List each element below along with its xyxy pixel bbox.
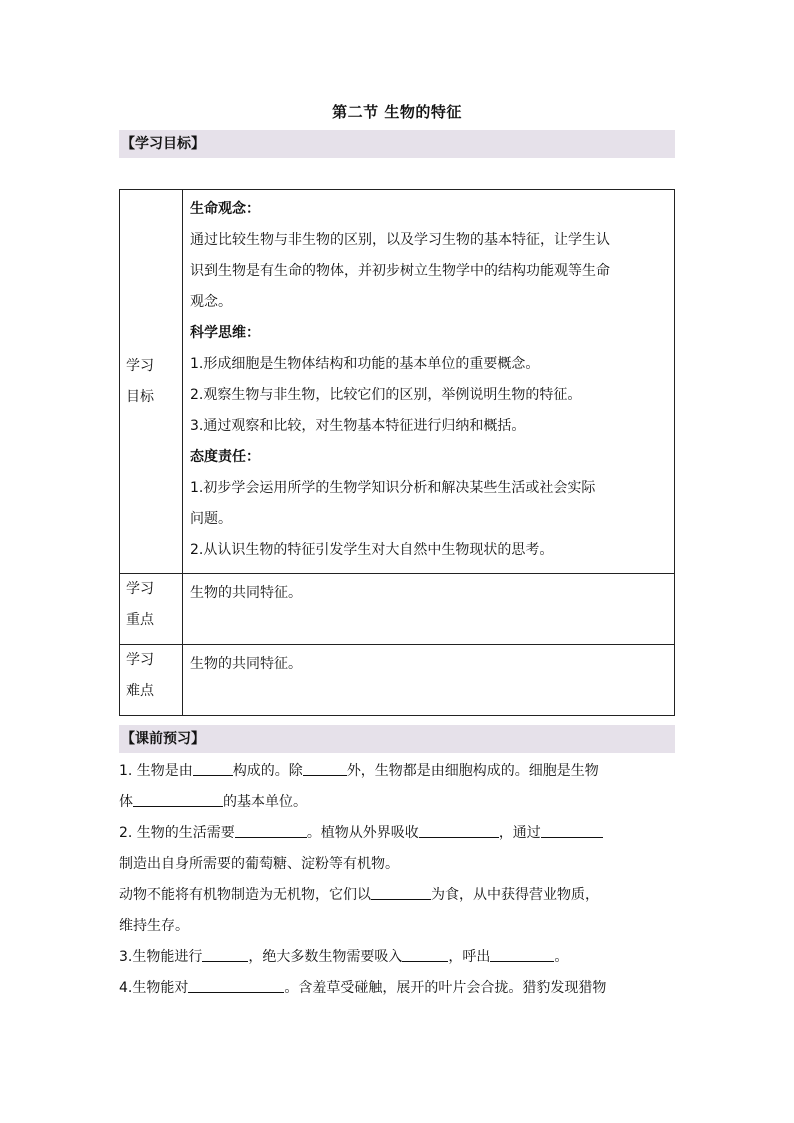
question-text: 。含羞草受碰触，展开的叶片会合拢。猎豹发现猎物 <box>284 980 607 996</box>
fill-blank[interactable] <box>490 947 554 962</box>
paragraph-line: 观念。 <box>190 294 232 310</box>
preview-questions <box>119 756 675 1004</box>
question-text: ，绝大多数生物需要吸入 <box>248 949 403 965</box>
question-line <box>119 942 675 973</box>
paragraph-line: 2.观察生物与非生物，比较它们的区别，举例说明生物的特征。 <box>190 387 582 403</box>
fill-blank[interactable] <box>202 947 248 962</box>
key-point-text: 生物的共同特征。 <box>190 585 302 601</box>
section-header-objectives: 【学习目标】 <box>119 130 675 158</box>
paragraph-line: 识到生物是有生命的物体，并初步树立生物学中的结构功能观等生命 <box>190 263 610 279</box>
row-label <box>120 645 183 716</box>
question-text: 动物不能将有机物制造为无机物，它们以 <box>119 887 371 903</box>
row-label-line: 学习 <box>126 581 154 597</box>
row-content <box>183 574 675 645</box>
question-text: 4.生物能对 <box>119 980 189 996</box>
row-label-line: 目标 <box>126 388 154 405</box>
question-text: 的基本单位。 <box>223 794 307 810</box>
question-text: 构成的。除 <box>232 763 303 779</box>
table-row <box>120 190 675 574</box>
question-text: 外，生物都是由细胞构成的。细胞是生物 <box>346 763 599 779</box>
question-text: 。植物从外界吸收 <box>306 825 419 841</box>
question-line: 制造出自身所需要的葡萄糖、淀粉等有机物。 <box>119 856 399 872</box>
row-content <box>183 190 675 574</box>
fill-blank[interactable] <box>371 885 431 900</box>
fill-blank[interactable] <box>188 978 284 993</box>
row-label-line: 学习 <box>126 652 154 668</box>
paragraph-line: 问题。 <box>190 511 232 527</box>
row-content <box>183 645 675 716</box>
question-line <box>119 818 675 849</box>
fill-blank[interactable] <box>541 823 603 838</box>
row-label <box>120 190 183 574</box>
section-header-preview: 【课前预习】 <box>119 725 675 753</box>
question-line <box>119 756 675 787</box>
fill-blank[interactable] <box>402 947 448 962</box>
page-title: 第二节 生物的特征 <box>332 103 462 121</box>
question-text: 。 <box>554 949 569 965</box>
question-text: 3.生物能进行 <box>119 949 203 965</box>
question-text: ，通过 <box>498 825 541 841</box>
question-line <box>119 880 675 911</box>
subheading-life-concept: 生命观念： <box>190 201 260 217</box>
question-text: ，呼出 <box>448 949 491 965</box>
subheading-attitude: 态度责任： <box>190 449 260 465</box>
fill-blank[interactable] <box>133 792 223 807</box>
question-line <box>119 973 675 1004</box>
row-label <box>120 574 183 645</box>
fill-blank[interactable] <box>419 823 499 838</box>
row-label-line: 重点 <box>126 612 154 628</box>
paragraph-line: 3.通过观察和比较，对生物基本特征进行归纳和概括。 <box>190 418 526 434</box>
fill-blank[interactable] <box>235 823 307 838</box>
row-label-line: 难点 <box>126 683 154 699</box>
question-line <box>119 787 675 818</box>
paragraph-line: 通过比较生物与非生物的区别，以及学习生物的基本特征，让学生认 <box>190 232 610 248</box>
question-text: 2. 生物的生活需要 <box>119 825 235 841</box>
subheading-scientific-thinking: 科学思维： <box>190 325 260 341</box>
question-line: 维持生存。 <box>119 918 189 934</box>
table-row <box>120 645 675 716</box>
row-label-line: 学习 <box>126 357 154 374</box>
paragraph-line: 2.从认识生物的特征引发学生对大自然中生物现状的思考。 <box>190 542 554 558</box>
question-text: 1. 生物是由 <box>119 763 193 779</box>
question-text: 体 <box>119 794 133 810</box>
difficulty-text: 生物的共同特征。 <box>190 656 302 672</box>
objectives-table <box>119 189 675 716</box>
paragraph-line: 1.形成细胞是生物体结构和功能的基本单位的重要概念。 <box>190 356 540 372</box>
paragraph-line: 1.初步学会运用所学的生物学知识分析和解决某些生活或社会实际 <box>190 480 596 496</box>
question-text: 为食，从中获得营业物质， <box>431 887 599 903</box>
table-row <box>120 574 675 645</box>
fill-blank[interactable] <box>193 761 233 776</box>
fill-blank[interactable] <box>303 761 347 776</box>
